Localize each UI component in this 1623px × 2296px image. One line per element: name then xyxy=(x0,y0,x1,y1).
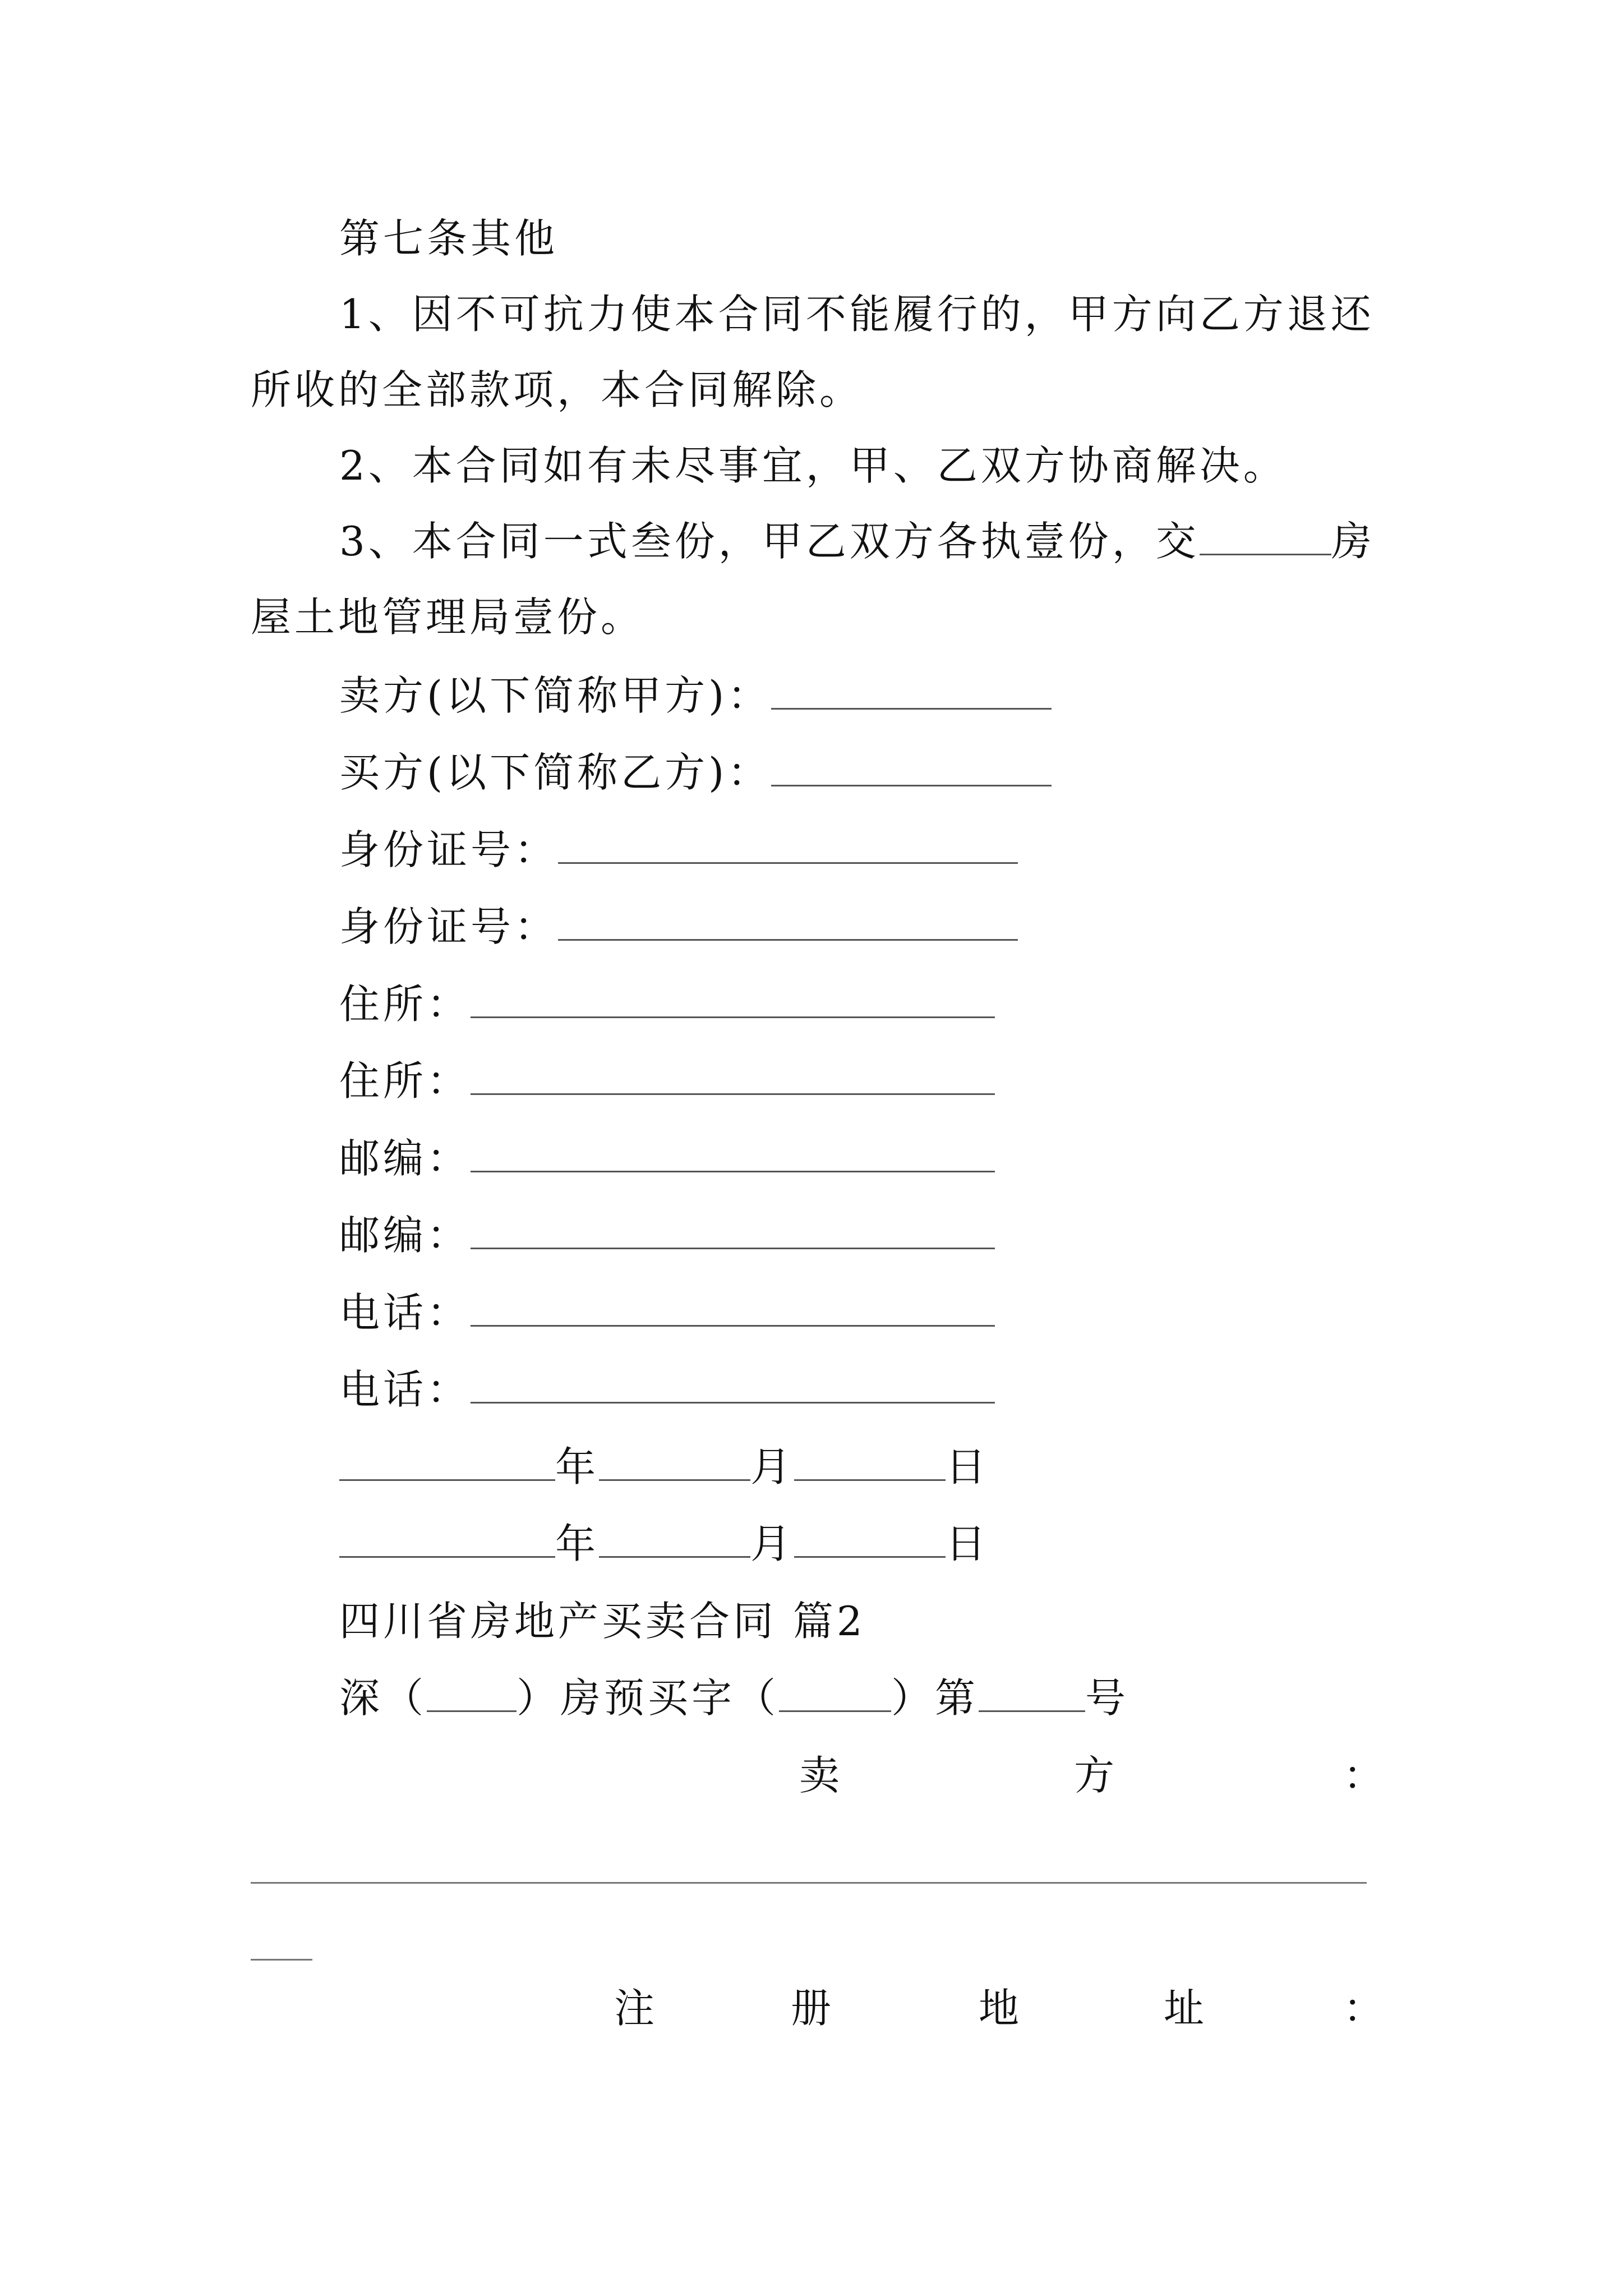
id-label: 身份证号： xyxy=(339,903,559,950)
clause7-item1-line1: 1、因不可抗力使本合同不能履行的，甲方向乙方退还 xyxy=(339,291,1375,338)
month-label: 月 xyxy=(750,1443,795,1490)
month-label: 月 xyxy=(750,1520,795,1567)
seller-char-1: 卖 xyxy=(799,1752,840,1799)
date-row-2 xyxy=(339,1516,989,1572)
zip-label: 邮编： xyxy=(339,1135,471,1182)
reference-number-row xyxy=(339,1670,1129,1726)
month-field[interactable] xyxy=(599,1522,750,1558)
buyer-field[interactable] xyxy=(771,751,1052,786)
clause7-item2: 2、本合同如有未尽事宜，甲、乙双方协商解决。 xyxy=(339,442,1287,489)
tel-row-2 xyxy=(339,1361,995,1418)
seller-char-2: 方 xyxy=(1074,1752,1115,1799)
day-label: 日 xyxy=(946,1520,990,1567)
address-char-2: 册 xyxy=(791,1985,832,2032)
tel-label: 电话： xyxy=(339,1289,471,1336)
seller-label: 卖方(以下简称甲方)： xyxy=(339,672,772,719)
date-row-1 xyxy=(339,1439,989,1495)
year-field[interactable] xyxy=(339,1446,555,1481)
address-char-4: 址 xyxy=(1164,1985,1205,2032)
tel-field[interactable] xyxy=(471,1368,995,1404)
buyer-label: 买方(以下简称乙方)： xyxy=(339,749,772,796)
clause7-heading: 第七条其他 xyxy=(339,215,559,262)
address-colon: ： xyxy=(1343,1985,1384,2032)
month-field[interactable] xyxy=(599,1446,750,1481)
clause7-item3-line1 xyxy=(339,513,1375,569)
id-row-2 xyxy=(339,899,1018,955)
address-row-2 xyxy=(339,1053,995,1109)
seller-row xyxy=(339,668,1052,724)
item3-text-post: 房 xyxy=(1331,518,1375,565)
zip-row-2 xyxy=(339,1207,995,1263)
item3-text-pre: 3、本合同一式叁份，甲乙双方各执壹份，交 xyxy=(339,518,1200,565)
zip-row-1 xyxy=(339,1130,995,1186)
address-char-3: 地 xyxy=(979,1985,1020,2032)
zip-label: 邮编： xyxy=(339,1212,471,1259)
id-label: 身份证号： xyxy=(339,826,559,873)
id-row-1 xyxy=(339,822,1018,878)
ref-part2: ）房预买字（ xyxy=(517,1674,780,1722)
year-label: 年 xyxy=(555,1443,600,1490)
year-label: 年 xyxy=(555,1520,600,1567)
day-label: 日 xyxy=(946,1443,990,1490)
ref-part4: 号 xyxy=(1085,1674,1129,1722)
tel-label: 电话： xyxy=(339,1366,471,1413)
ref-field-2[interactable] xyxy=(779,1677,891,1712)
year-field[interactable] xyxy=(339,1522,555,1558)
address-label: 住所： xyxy=(339,981,471,1028)
address-field[interactable] xyxy=(471,1060,995,1095)
address-label: 住所： xyxy=(339,1057,471,1105)
clause7-item1-line2: 所收的全部款项，本合同解除。 xyxy=(251,366,864,413)
seller-field[interactable] xyxy=(771,674,1052,710)
ref-field-3[interactable] xyxy=(979,1677,1085,1712)
ref-field-1[interactable] xyxy=(427,1677,517,1712)
zip-field[interactable] xyxy=(471,1137,995,1172)
part2-title: 四川省房地产买卖合同 篇2 xyxy=(339,1598,866,1645)
id-field[interactable] xyxy=(558,829,1018,864)
address-row-1 xyxy=(339,976,995,1032)
blank-field[interactable] xyxy=(1200,520,1331,555)
id-field[interactable] xyxy=(558,905,1018,941)
tel-row-1 xyxy=(339,1285,995,1341)
clause7-item3-line2: 屋土地管理局壹份。 xyxy=(251,593,645,641)
seller-colon: ： xyxy=(1343,1752,1384,1799)
day-field[interactable] xyxy=(794,1522,946,1558)
seller-name-underline-cont[interactable] xyxy=(251,1959,312,1961)
zip-field[interactable] xyxy=(471,1214,995,1249)
buyer-row xyxy=(339,744,1052,800)
day-field[interactable] xyxy=(794,1446,946,1481)
ref-part3: ）第 xyxy=(891,1674,979,1722)
seller-name-underline[interactable] xyxy=(251,1882,1367,1884)
tel-field[interactable] xyxy=(471,1291,995,1327)
address-field[interactable] xyxy=(471,983,995,1018)
address-char-1: 注 xyxy=(614,1985,655,2032)
ref-part1: 深（ xyxy=(339,1674,427,1722)
